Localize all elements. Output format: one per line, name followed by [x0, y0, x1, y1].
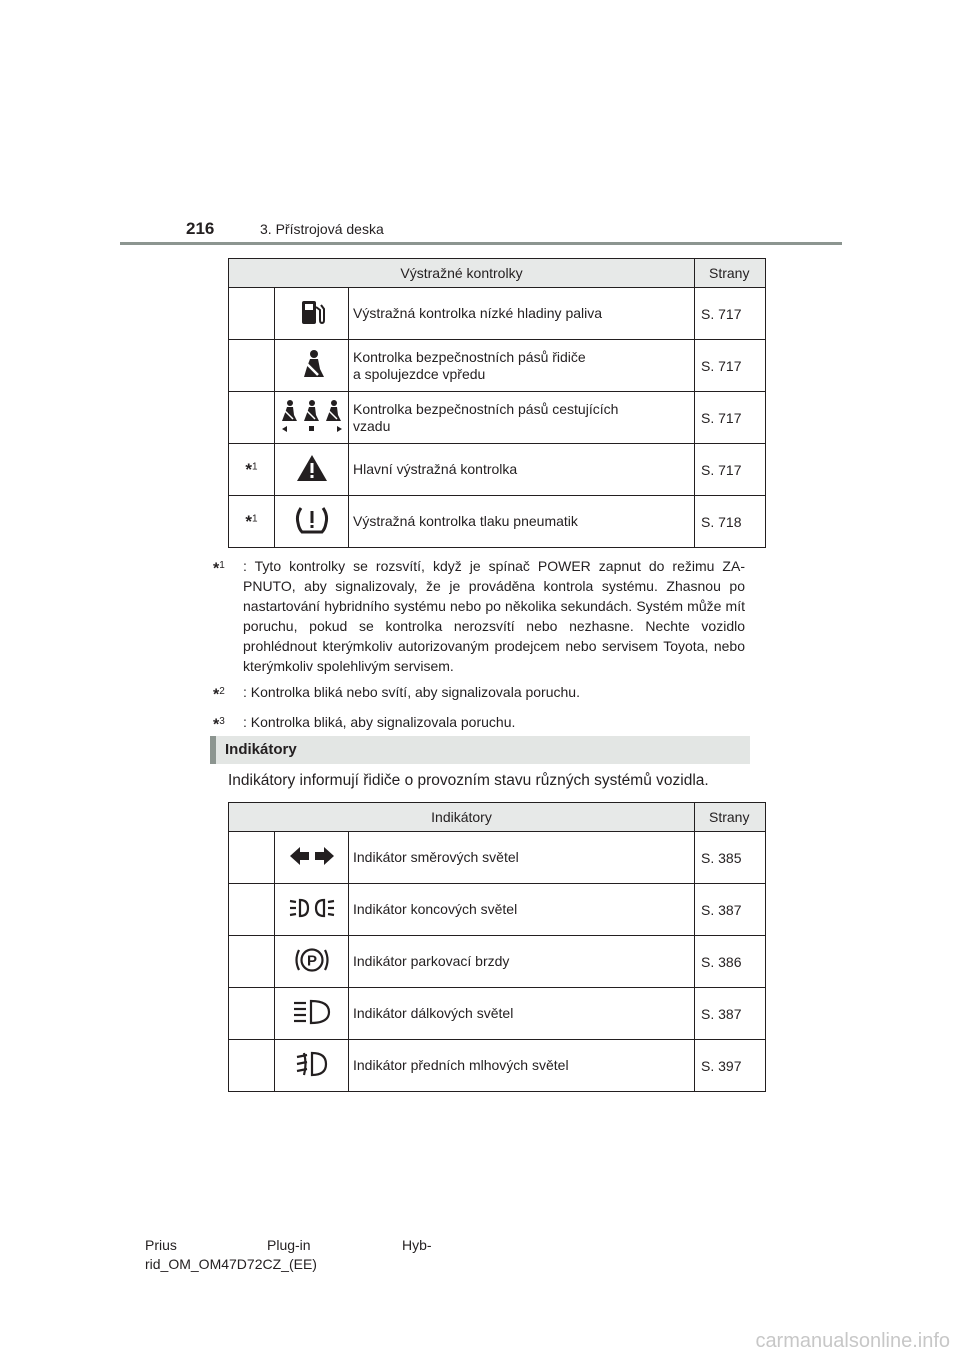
footer-type: Hyb-: [402, 1237, 432, 1253]
row-description: Hlavní výstražná kontrolka: [353, 461, 518, 477]
row-description: Indikátor dálkových světel: [349, 988, 695, 1040]
footnote-text: : Kontrolka bliká nebo svítí, aby signalizovala poruchu.: [243, 684, 580, 700]
footnote-text: : Tyto kontrolky se rozsvítí, když je spínač POWER zapnut do režimu ZA-PNUTO, aby signalizovaly, že je prováděna kontrola systému. Zhasnou po nastartování hybridního systému nebo po několika sekundách. Systém může mít poruchu, pokud se kontrolka nerozsvítí nebo nezhasne. Nechte vozidlo prohlédnout kterýmkoliv autorizovaným prodejcem nebo servisem Toyota, nebo kterýmkoliv spolehlivým servisem.: [243, 558, 745, 674]
table-header-indicators: Indikátory: [229, 803, 695, 832]
seatbelt-icon: [298, 349, 326, 379]
section-intro: Indikátory informují řidiče o provozním stavu různých systémů vozidla.: [228, 772, 709, 789]
footnote-star: *: [213, 716, 220, 734]
table-row: [229, 884, 766, 936]
page-ref: S. 397: [695, 1040, 766, 1092]
indicators-table: [228, 802, 766, 1092]
table-row: [229, 288, 766, 340]
row-description: Indikátor směrových světel: [349, 832, 695, 884]
chapter-title: 3. Přístrojová deska: [260, 221, 384, 237]
rear-seatbelt-icon: [278, 399, 346, 433]
table-row: [229, 1040, 766, 1092]
page-ref: S. 387: [695, 884, 766, 936]
turn-signal-icon: [288, 845, 336, 867]
page-ref: S. 717: [695, 392, 766, 444]
section-accent: [210, 736, 216, 764]
table-row: [229, 340, 766, 392]
svg-text:P: P: [306, 952, 317, 970]
footnote-number: 1: [219, 560, 225, 571]
table-row: [229, 496, 766, 548]
footer-model: Prius: [145, 1237, 177, 1253]
tire-pressure-icon: [294, 505, 330, 535]
footnote-star: *: [213, 686, 220, 704]
row-description-cont: a spolujezdce vpředu: [353, 365, 486, 382]
section-title: Indikátory: [225, 741, 297, 758]
footnote-number: 2: [219, 686, 225, 697]
table-row: [229, 832, 766, 884]
warning-lights-table: [228, 258, 766, 548]
footnote-mark: *: [245, 459, 253, 479]
watermark: carmanualsonline.info: [755, 1330, 950, 1352]
header-divider: [120, 242, 842, 245]
row-description-cont: vzadu: [353, 417, 391, 434]
low-fuel-icon: [297, 297, 327, 327]
table-header-warnings: Výstražné kontrolky: [229, 259, 695, 288]
footnote-mark: *: [245, 511, 253, 531]
footer-variant: Plug-in: [267, 1237, 311, 1253]
row-description: Indikátor parkovací brzdy: [349, 936, 695, 988]
footer-code: rid_OM_OM47D72CZ_(EE): [145, 1256, 317, 1272]
high-beam-icon: [293, 999, 331, 1025]
tail-light-icon: [289, 896, 335, 920]
footnote-mark-number: 1: [252, 512, 258, 524]
page-ref: S. 717: [695, 288, 766, 340]
footnotes: [213, 556, 745, 741]
page-ref: S. 385: [695, 832, 766, 884]
footnote-star: *: [213, 560, 220, 578]
table-row: [229, 988, 766, 1040]
page-number: 216: [186, 219, 215, 238]
footnote: [213, 712, 745, 736]
table-row: [229, 444, 766, 496]
page-ref: S. 386: [695, 936, 766, 988]
page-ref: S. 387: [695, 988, 766, 1040]
section-heading: [210, 736, 750, 764]
row-description: Indikátor předních mlhových světel: [349, 1040, 695, 1092]
page-ref: S. 717: [695, 340, 766, 392]
row-description: Výstražná kontrolka tlaku pneumatik: [353, 513, 578, 529]
page-ref: S. 718: [695, 496, 766, 548]
document-footer: [145, 1236, 432, 1274]
footnote: [213, 682, 745, 706]
footnote-number: 3: [219, 715, 225, 727]
table-row: [229, 392, 766, 444]
footnote-mark-number: 1: [252, 460, 258, 472]
footnote-text: : Kontrolka bliká, aby signalizovala poruchu.: [243, 713, 516, 730]
row-description: Indikátor koncových světel: [349, 884, 695, 936]
master-warning-icon: [296, 454, 328, 482]
parking-brake-icon: [293, 945, 331, 975]
table-row: [229, 936, 766, 988]
front-fog-light-icon: [296, 1051, 328, 1077]
row-description: Výstražná kontrolka nízké hladiny paliva: [353, 305, 603, 321]
page-ref: S. 717: [695, 444, 766, 496]
row-description: Kontrolka bezpečnostních pásů řidiče: [353, 348, 586, 365]
row-description: Kontrolka bezpečnostních pásů cestujících: [353, 400, 619, 417]
table-header-pages: Strany: [695, 259, 766, 288]
footnote: [213, 556, 745, 676]
table-header-pages: Strany: [695, 803, 766, 832]
